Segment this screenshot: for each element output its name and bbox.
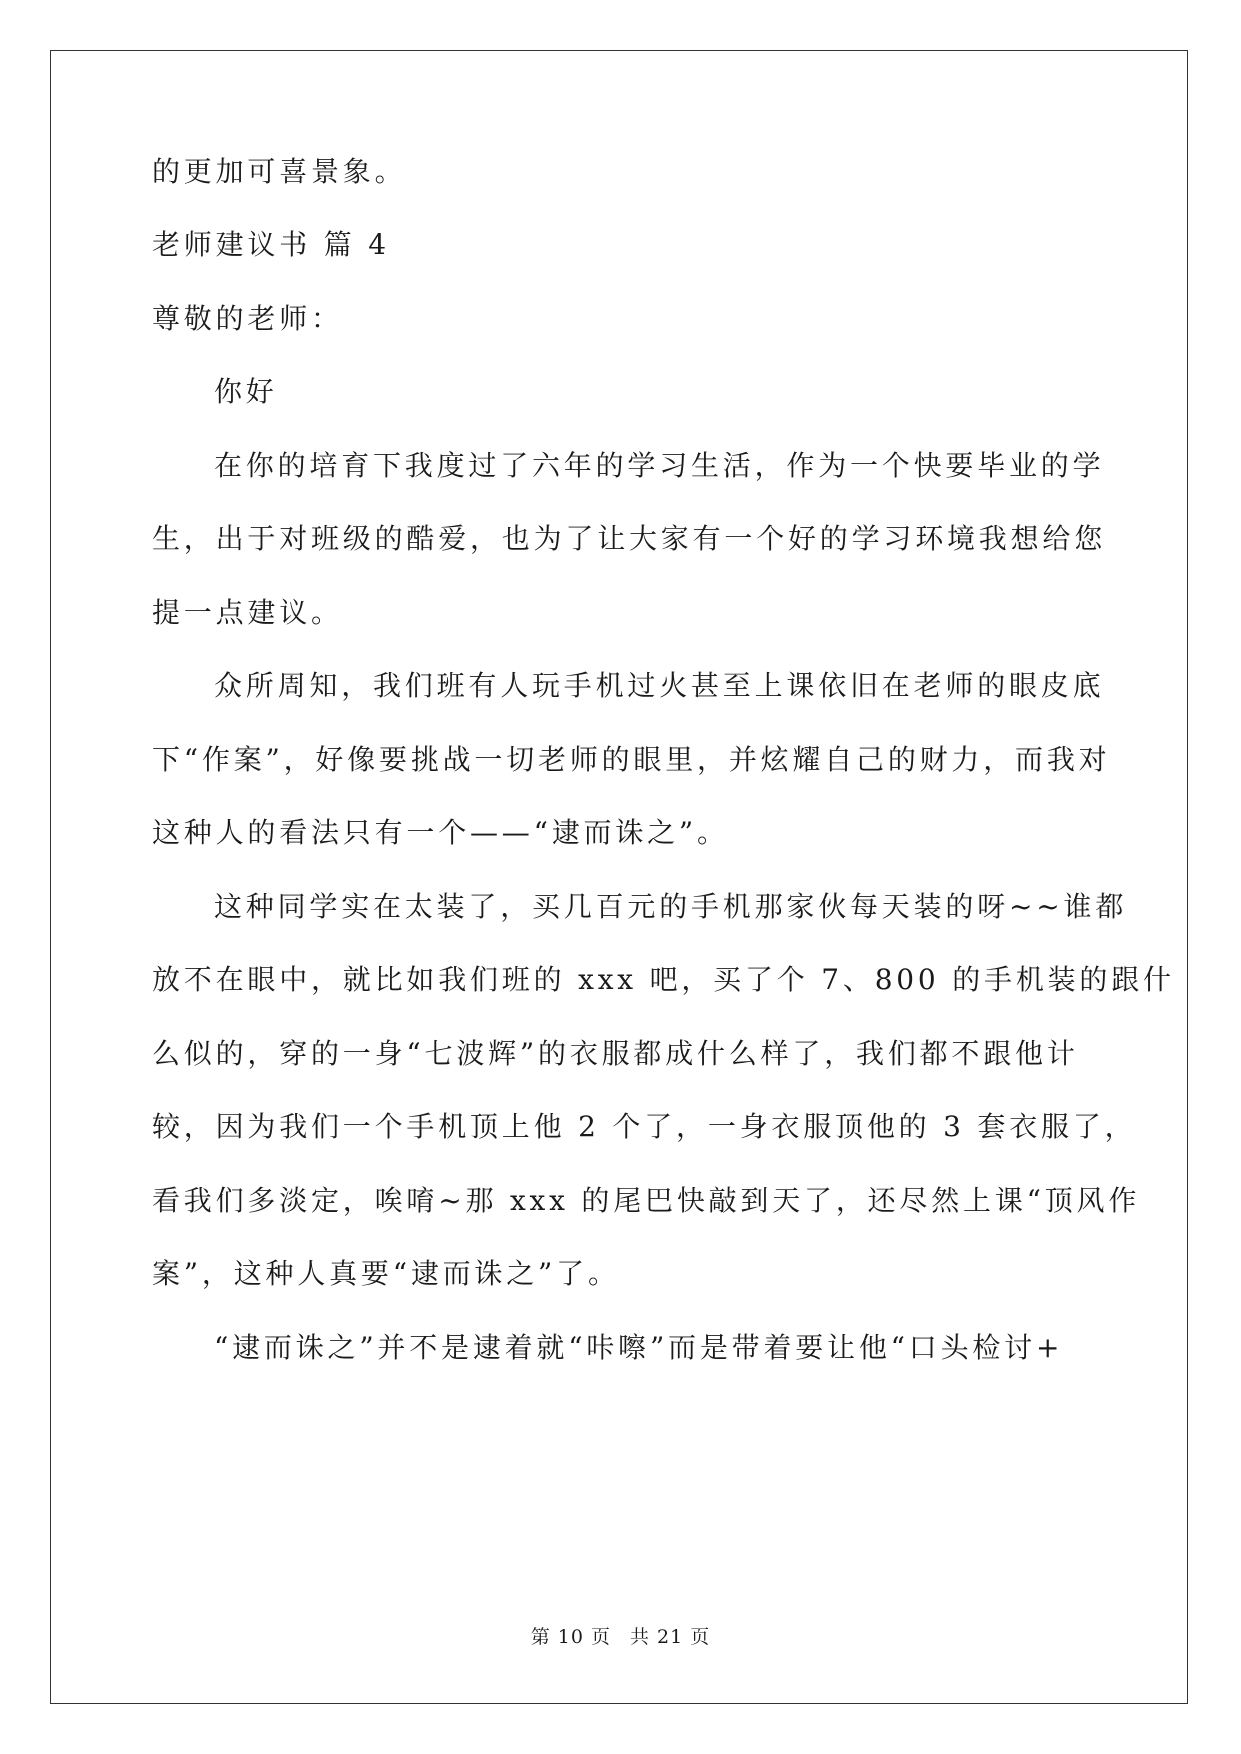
text-line: “逮而诛之”并不是逮着就“咔嚓”而是带着要让他“口头检讨+ <box>214 1331 1064 1364</box>
text-line: 较，因为我们一个手机顶上他 2 个了，一身衣服顶他的 3 套衣服了， <box>152 1110 1137 1143</box>
text-line: 的更加可喜景象。 <box>152 155 407 188</box>
section-heading: 老师建议书 篇 4 <box>152 228 390 261</box>
page-number: 第 10 页 <box>530 1626 611 1648</box>
salutation: 尊敬的老师： <box>152 302 343 335</box>
text-line: 这种人的看法只有一个——“逮而诛之”。 <box>152 816 729 849</box>
text-line: 生，出于对班级的酷爱，也为了让大家有一个好的学习环境我想给您 <box>152 522 1107 555</box>
text-line: 提一点建议。 <box>152 596 343 629</box>
text-line: 看我们多淡定，唉唷~那 xxx 的尾巴快敲到天了，还尽然上课“顶风作 <box>152 1184 1141 1217</box>
text-line: 么似的，穿的一身“七波辉”的衣服都成什么样了，我们都不跟他计 <box>152 1037 1079 1070</box>
greeting: 你好 <box>214 375 278 408</box>
text-line: 这种同学实在太装了，买几百元的手机那家伙每天装的呀~~谁都 <box>214 890 1128 923</box>
text-line: 在你的培育下我度过了六年的学习生活，作为一个快要毕业的学 <box>214 449 1105 482</box>
page-footer <box>0 1622 1241 1649</box>
text-line: 下“作案”，好像要挑战一切老师的眼里，并炫耀自己的财力，而我对 <box>152 743 1111 776</box>
text-line: 放不在眼中，就比如我们班的 xxx 吧，买了个 7、800 的手机装的跟什 <box>152 963 1175 996</box>
page-total: 共 21 页 <box>630 1626 711 1648</box>
text-line: 众所周知，我们班有人玩手机过火甚至上课依旧在老师的眼皮底 <box>214 669 1105 702</box>
text-line: 案”，这种人真要“逮而诛之”了。 <box>152 1257 620 1290</box>
